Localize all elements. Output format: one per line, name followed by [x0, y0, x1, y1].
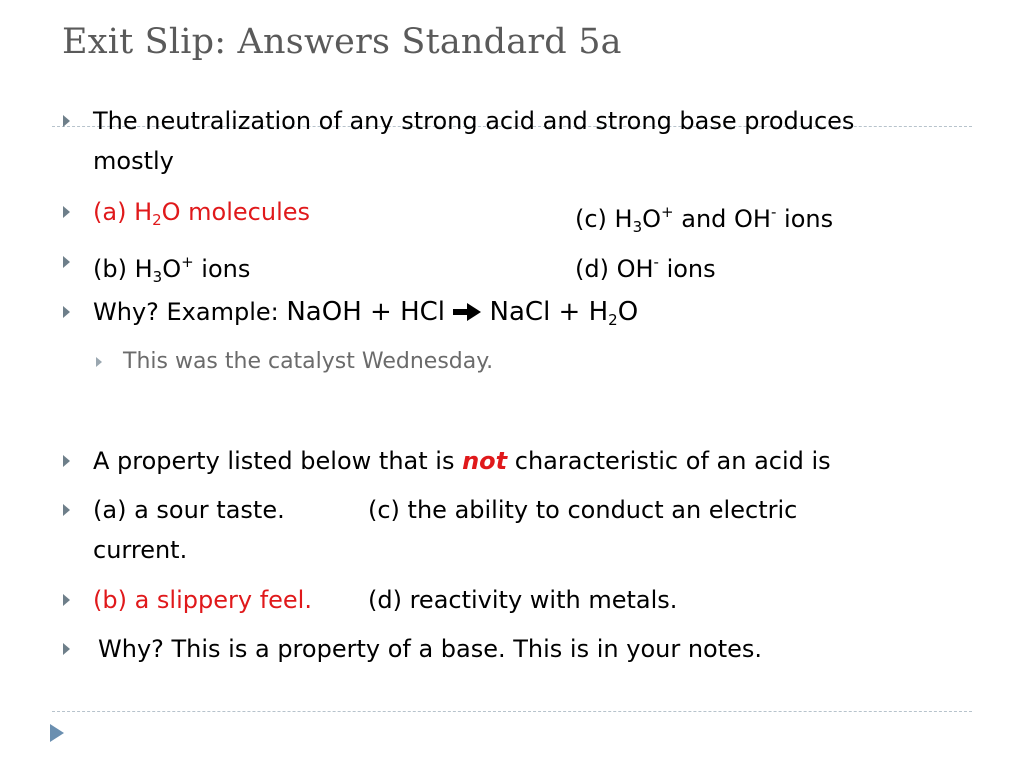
q2-answer-b: (b) a slippery feel.	[93, 586, 312, 614]
q1-b-sub: 3	[152, 268, 163, 286]
bottom-divider	[52, 711, 972, 712]
q1-answer-c	[575, 197, 833, 242]
right-arrow-icon	[453, 303, 481, 321]
q1-a-sub: 2	[152, 211, 162, 229]
q1-why-label: Why? Example:	[93, 298, 287, 326]
q1-answer-d	[575, 247, 716, 284]
eq-left: NaOH + HCl	[286, 297, 454, 327]
q2-answer-d: (d) reactivity with metals.	[368, 586, 678, 614]
q1-answer-a	[93, 197, 310, 235]
q1-note: This was the catalyst Wednesday.	[123, 349, 494, 374]
q1-question-line1: The neutralization of any strong acid and strong base produces	[93, 107, 855, 135]
q1-c-text-end: ions	[776, 205, 834, 233]
q2-question	[93, 446, 831, 476]
q1-d-sup: -	[653, 253, 659, 271]
q1-c-sub: 3	[632, 218, 643, 236]
q2-question-not: not	[462, 447, 508, 475]
q2-answer-a: (a) a sour taste.	[93, 496, 285, 524]
eq-right: NaCl + H	[481, 297, 609, 327]
bullet-arrow-icon	[63, 306, 70, 318]
eq-sub: 2	[608, 311, 618, 329]
q2-why: Why? This is a property of a base. This is in your notes.	[98, 635, 763, 663]
sub-bullet-arrow-icon	[96, 357, 102, 367]
bullet-arrow-icon	[63, 594, 70, 606]
bullet-arrow-icon	[63, 455, 70, 467]
q1-a-text-end: O molecules	[161, 198, 311, 226]
q1-d-text: (d) OH	[575, 255, 654, 283]
q1-b-mid: O	[162, 255, 182, 283]
q1-c-sup2: -	[770, 203, 777, 221]
q2-answer-c-line2: current.	[93, 536, 188, 564]
q1-b-sup: +	[181, 253, 194, 271]
q2-question-start: A property listed below that is	[93, 447, 463, 475]
slide-title: Exit Slip: Answers Standard 5a	[62, 22, 622, 62]
bullet-arrow-icon	[63, 504, 70, 516]
q2-answer-c-line1: (c) the ability to conduct an electric	[368, 496, 798, 524]
q1-b-text: (b) H	[93, 255, 153, 283]
bullet-arrow-icon	[63, 115, 70, 127]
bullet-arrow-icon	[63, 256, 70, 268]
play-icon	[50, 724, 64, 742]
q1-c-mid: O	[642, 205, 662, 233]
q1-c-and: and OH	[673, 205, 771, 233]
eq-end: O	[617, 297, 639, 327]
bullet-arrow-icon	[63, 643, 70, 655]
q1-question-line2: mostly	[93, 147, 174, 175]
q2-question-end: characteristic of an acid is	[507, 447, 831, 475]
q1-equation	[286, 297, 638, 327]
q1-b-text-end: ions	[193, 255, 251, 283]
q1-d-text-end: ions	[658, 255, 716, 283]
bullet-arrow-icon	[63, 206, 70, 218]
q1-c-text: (c) H	[575, 205, 633, 233]
q1-a-text: (a) H	[93, 198, 153, 226]
q1-answer-b	[93, 247, 250, 292]
q1-c-sup1: +	[661, 203, 674, 221]
q1-why-line	[93, 297, 638, 335]
